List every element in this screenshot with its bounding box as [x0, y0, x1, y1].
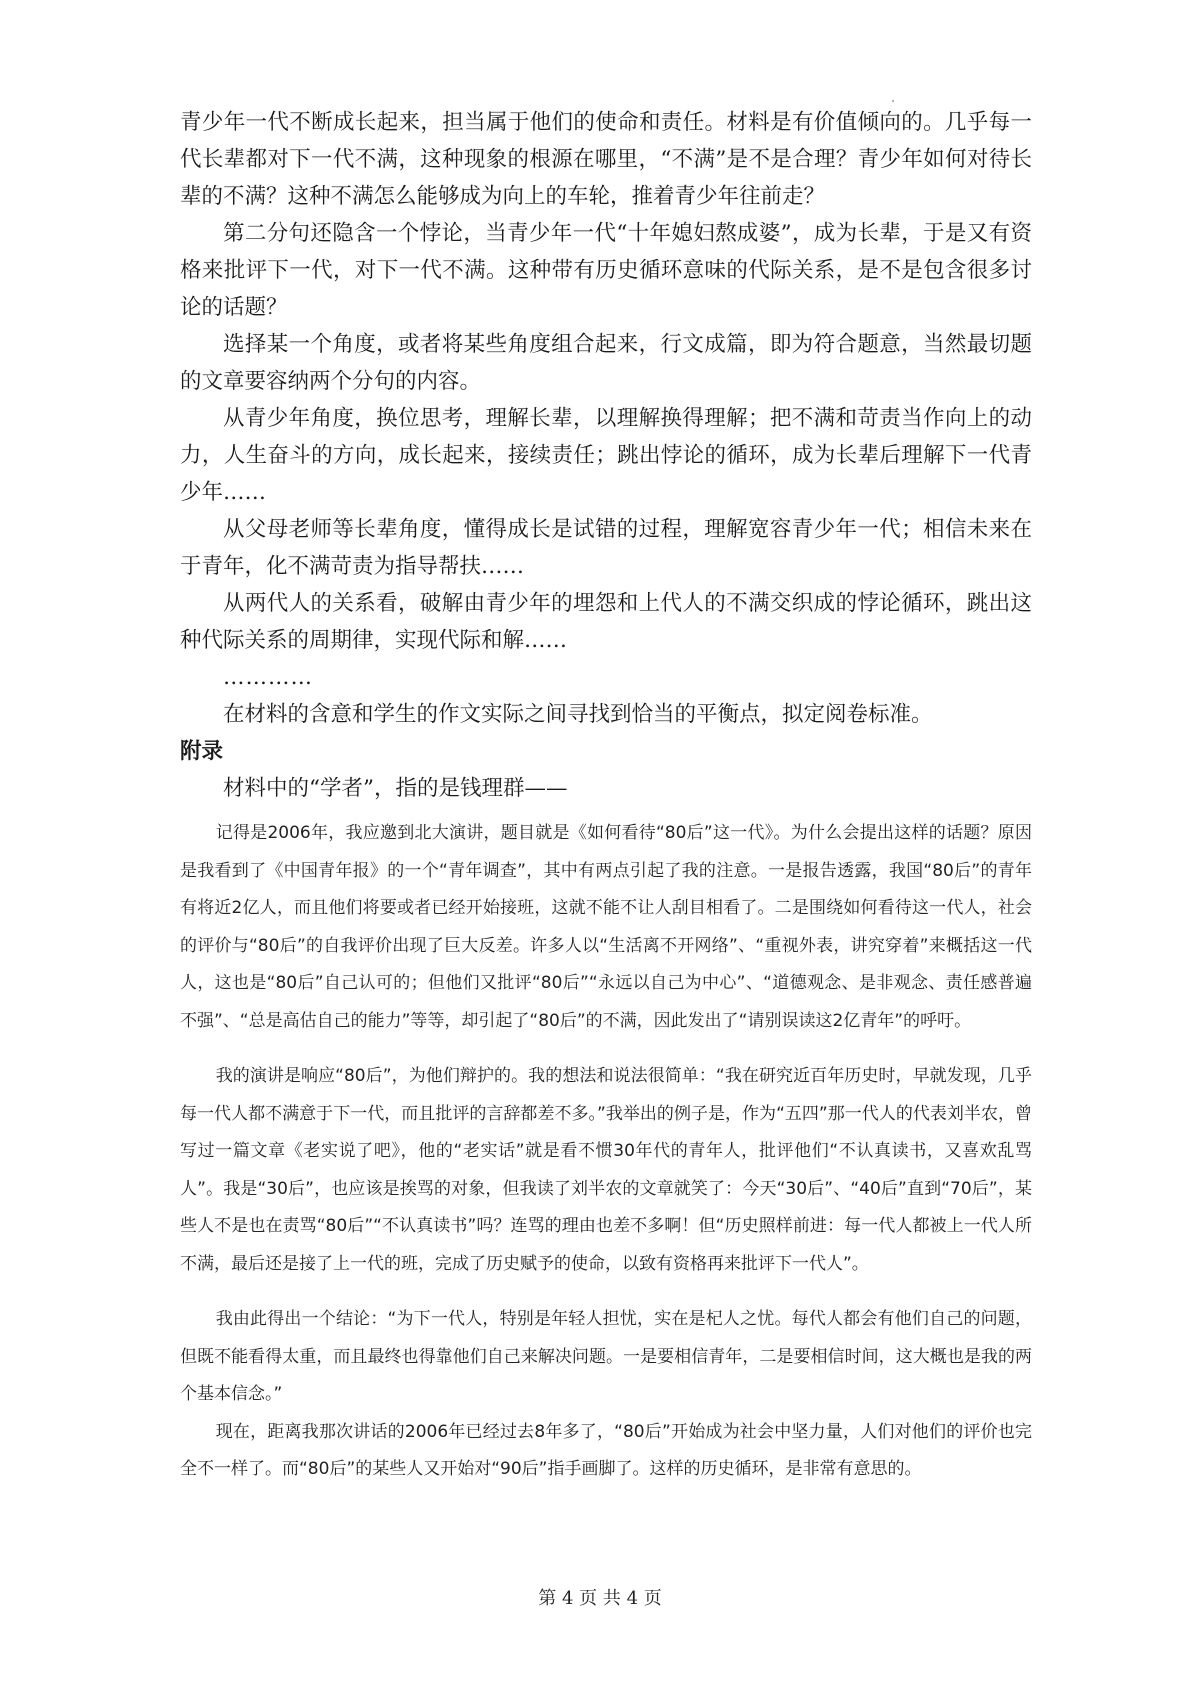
quote-paragraph-2: 我的演讲是响应“80后”，为他们辩护的。我的想法和说法很简单：“我在研究近百年历史时，早就发现，几乎每一代人都不满意于下一代，而且批评的言辞都差不多。”我举出的例子是，作为“五四”那一代人的代表刘半农，曾写过一篇文章《老实说了吧》，他的“老实话”就是看不惯30年代的青年人，批评他们“不认真读书，又喜欢乱骂人”。我是“30后”，也应该是挨骂的对象，但我读了刘半农的文章就笑了：今天“30后”、“40后”直到“70后”，某些人不是也在责骂“80后”“不认真读书”吗？连骂的理由也差不多啊！但“历史照样前进：每一代人都被上一代人所不满，最后还是接了上一代的班，完成了历史赋予的使命，以致有资格再来批评下一代人”。 — [180, 1066, 1032, 1274]
intro-paragraph-3: 选择某一个角度，或者将某些角度组合起来，行文成篇，即为符合题意，当然最切题的文章要容纳两个分句的内容。 — [180, 332, 1032, 394]
document-page — [180, 104, 1032, 1489]
appendix-intro: 材料中的“学者”，指的是钱理群—— — [223, 776, 568, 801]
quote-paragraph-3: 我由此得出一个结论：“为下一代人，特别是年轻人担忧，实在是杞人之忧。每代人都会有他们自己的问题，但既不能看得太重，而且最终也得靠他们自己来解决问题。一是要相信青年，二是要相信时间，这大概也是我的两个基本信念。” — [180, 1309, 1032, 1404]
closing-paragraph: 在材料的含意和学生的作文实际之间寻找到恰当的平衡点，拟定阅卷标准。 — [223, 702, 933, 727]
intro-paragraph-6: 从两代人的关系看，破解由青少年的埋怨和上代人的不满交织成的悖论循环，跳出这种代际关系的周期律，实现代际和解…… — [180, 591, 1032, 653]
page-footer: 第 4 页 共 4 页 — [538, 1588, 662, 1609]
appendix-heading: 附录 — [180, 739, 224, 764]
quote-paragraph-4: 现在，距离我那次讲话的2006年已经过去8年多了，“80后”开始成为社会中坚力量，人们对他们的评价也完全不一样了。而“80后”的某些人又开始对“90后”指手画脚了。这样的历史循环，是非常有意思的。 — [180, 1421, 1032, 1479]
quote-paragraph-1: 记得是2006年，我应邀到北大演讲，题目就是《如何看待“80后”这一代》。为什么会提出这样的话题？原因是我看到了《中国青年报》的一个“青年调查”，其中有两点引起了我的注意。一是报告透露，我国“80后”的青年有将近2亿人，而且他们将要或者已经开始接班，这就不能不让人刮目相看了。二是围绕如何看待这一代人，社会的评价与“80后”的自我评价出现了巨大反差。许多人以“生活离不开网络”、“重视外表，讲究穿着”来概括这一代人，这也是“80后”自己认可的；但他们又批评“80后”“永远以自己为中心”、“道德观念、是非观念、责任感普遍不强”、“总是高估自己的能力”等等，却引起了“80后”的不满，因此发出了“请别误读这2亿青年”的呼吁。 — [180, 823, 1032, 1031]
intro-paragraph-4: 从青少年角度，换位思考，理解长辈，以理解换得理解；把不满和苛责当作向上的动力，人生奋斗的方向，成长起来，接续责任；跳出悖论的循环，成为长辈后理解下一代青少年…… — [180, 406, 1032, 505]
ellipsis-line: ………… — [223, 665, 313, 690]
scan-speck — [892, 100, 894, 102]
intro-paragraph-1: 青少年一代不断成长起来，担当属于他们的使命和责任。材料是有价值倾向的。几乎每一代长辈都对下一代不满，这种现象的根源在哪里，“不满”是不是合理？青少年如何对待长辈的不满？这种不满怎么能够成为向上的车轮，推着青少年往前走？ — [180, 110, 1032, 209]
intro-paragraph-2: 第二分句还隐含一个悖论，当青少年一代“十年媳妇熬成婆”，成为长辈，于是又有资格来批评下一代，对下一代不满。这种带有历史循环意味的代际关系，是不是包含很多讨论的话题？ — [180, 221, 1032, 320]
intro-paragraph-5: 从父母老师等长辈角度，懂得成长是试错的过程，理解宽容青少年一代；相信未来在于青年，化不满苛责为指导帮扶…… — [180, 517, 1032, 579]
